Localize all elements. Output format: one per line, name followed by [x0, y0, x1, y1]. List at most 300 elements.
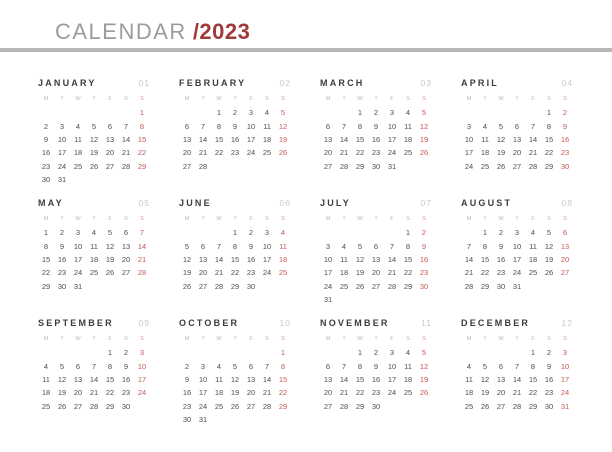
day-cell: 5 [107, 228, 113, 238]
month-name: JULY [320, 198, 351, 208]
day-cell: 17 [323, 268, 333, 278]
day-cell: 16 [246, 254, 256, 264]
day-cell: 26 [419, 388, 429, 398]
week-row [320, 293, 432, 306]
day-cell: 22 [278, 388, 288, 398]
weekday-label: S [406, 96, 410, 102]
day-cell: 27 [198, 281, 208, 291]
month-table [38, 332, 150, 413]
weekday-label: W [357, 336, 363, 342]
day-cell: 5 [421, 348, 427, 358]
weekday-label: W [75, 216, 81, 222]
empty-cell [493, 106, 509, 119]
day-cell: 14 [121, 134, 131, 144]
empty-cell [102, 280, 118, 293]
day-cell: 15 [230, 254, 240, 264]
day-cell: 12 [182, 254, 192, 264]
weekday-row [179, 332, 291, 346]
week-row [320, 266, 432, 279]
day-cell: 5 [482, 361, 488, 371]
day-cell: 20 [496, 388, 506, 398]
day-cell: 3 [75, 228, 81, 238]
day-cell: 25 [73, 161, 83, 171]
empty-cell [275, 413, 291, 426]
month-name: FEBRUARY [179, 78, 247, 88]
month-name: JANUARY [38, 78, 97, 88]
empty-cell [227, 160, 243, 173]
weekday-label: S [140, 336, 144, 342]
month-header [38, 78, 150, 88]
day-cell: 26 [89, 161, 99, 171]
empty-cell [320, 106, 336, 119]
week-row [38, 239, 150, 252]
weekday-label: T [342, 216, 346, 222]
weekday-label: F [531, 336, 535, 342]
empty-cell [525, 106, 541, 119]
month-table [320, 92, 432, 173]
day-cell: 14 [339, 134, 349, 144]
empty-cell [134, 280, 150, 293]
month-number: 11 [421, 318, 432, 328]
day-cell: 9 [373, 361, 379, 371]
week-row [461, 359, 573, 372]
day-cell: 6 [248, 361, 254, 371]
week-row [320, 253, 432, 266]
weekday-label: M [43, 216, 49, 222]
weekday-label: S [265, 336, 269, 342]
day-cell: 25 [403, 148, 413, 158]
weekday-label: F [390, 96, 394, 102]
day-cell: 13 [496, 374, 506, 384]
empty-cell [477, 346, 493, 359]
day-cell: 4 [341, 241, 347, 251]
day-cell: 12 [355, 254, 365, 264]
day-cell: 21 [121, 148, 131, 158]
day-cell: 23 [246, 268, 256, 278]
day-cell: 4 [405, 348, 411, 358]
day-cell: 1 [357, 108, 363, 118]
week-row [461, 106, 573, 119]
day-cell: 13 [105, 134, 115, 144]
day-cell: 30 [182, 415, 192, 425]
month-number: 06 [279, 198, 291, 208]
week-row [38, 373, 150, 386]
day-cell: 24 [464, 161, 474, 171]
day-cell: 24 [387, 388, 397, 398]
day-cell: 13 [198, 254, 208, 264]
day-cell: 19 [480, 388, 490, 398]
day-cell: 16 [560, 134, 570, 144]
day-cell: 20 [73, 388, 83, 398]
month-name: OCTOBER [179, 318, 240, 328]
day-cell: 19 [89, 148, 99, 158]
week-row [461, 346, 573, 359]
weekday-label: W [216, 96, 222, 102]
day-cell: 16 [544, 374, 554, 384]
day-cell: 28 [198, 161, 208, 171]
day-cell: 19 [57, 388, 67, 398]
day-cell: 19 [230, 388, 240, 398]
day-cell: 31 [73, 281, 83, 291]
day-cell: 17 [198, 388, 208, 398]
month-table [179, 332, 291, 426]
day-cell: 15 [480, 254, 490, 264]
day-cell: 12 [89, 134, 99, 144]
weekday-label: F [390, 336, 394, 342]
day-cell: 1 [405, 228, 411, 238]
day-cell: 27 [73, 401, 83, 411]
month-name: JUNE [179, 198, 212, 208]
day-cell: 24 [262, 268, 272, 278]
day-cell: 6 [325, 121, 331, 131]
month-august [461, 198, 602, 318]
empty-cell [211, 413, 227, 426]
day-cell: 31 [560, 401, 570, 411]
day-cell: 15 [105, 374, 115, 384]
month-header [320, 198, 432, 208]
empty-cell [320, 226, 336, 239]
day-cell: 4 [264, 108, 270, 118]
months-grid [0, 52, 612, 438]
day-cell: 3 [466, 121, 472, 131]
week-row [320, 386, 432, 399]
weekday-label: S [422, 96, 426, 102]
empty-cell [243, 346, 259, 359]
weekday-label: T [60, 336, 64, 342]
day-cell: 29 [278, 401, 288, 411]
day-cell: 23 [371, 148, 381, 158]
weekday-label: F [108, 96, 112, 102]
day-cell: 25 [262, 148, 272, 158]
day-cell: 8 [216, 121, 222, 131]
day-cell: 22 [355, 148, 365, 158]
day-cell: 6 [200, 241, 206, 251]
empty-cell [86, 106, 102, 119]
weekday-label: F [249, 336, 253, 342]
week-row [179, 160, 291, 173]
day-cell: 2 [421, 228, 427, 238]
day-cell: 17 [464, 148, 474, 158]
day-cell: 7 [123, 121, 129, 131]
day-cell: 20 [323, 388, 333, 398]
week-row [179, 346, 291, 359]
weekday-label: T [92, 96, 96, 102]
day-cell: 1 [530, 348, 536, 358]
day-cell: 7 [91, 361, 97, 371]
day-cell: 8 [107, 361, 113, 371]
day-cell: 31 [387, 161, 397, 171]
weekday-label: T [92, 216, 96, 222]
day-cell: 6 [498, 361, 504, 371]
month-table [461, 332, 573, 413]
day-cell: 14 [214, 254, 224, 264]
day-cell: 16 [230, 134, 240, 144]
day-cell: 5 [357, 241, 363, 251]
empty-cell [70, 346, 86, 359]
day-cell: 3 [325, 241, 331, 251]
day-cell: 28 [262, 401, 272, 411]
weekday-row [320, 332, 432, 346]
weekday-label: T [515, 216, 519, 222]
day-cell: 22 [214, 148, 224, 158]
day-cell: 22 [230, 268, 240, 278]
day-cell: 29 [355, 161, 365, 171]
week-row [38, 106, 150, 119]
week-row [320, 106, 432, 119]
day-cell: 21 [89, 388, 99, 398]
weekday-label: M [184, 216, 190, 222]
weekday-label: S [547, 216, 551, 222]
day-cell: 15 [278, 374, 288, 384]
day-cell: 1 [139, 108, 145, 118]
day-cell: 19 [496, 148, 506, 158]
empty-cell [259, 346, 275, 359]
day-cell: 13 [371, 254, 381, 264]
empty-cell [352, 293, 368, 306]
month-number: 10 [279, 318, 291, 328]
empty-cell [243, 160, 259, 173]
month-name: MAY [38, 198, 64, 208]
day-cell: 9 [123, 361, 129, 371]
day-cell: 10 [246, 121, 256, 131]
day-cell: 6 [373, 241, 379, 251]
calendar-title-text: CALENDAR [55, 19, 187, 44]
day-cell: 22 [528, 388, 538, 398]
weekday-label: F [531, 216, 535, 222]
day-cell: 14 [89, 374, 99, 384]
day-cell: 6 [107, 121, 113, 131]
empty-cell [336, 226, 352, 239]
month-name: DECEMBER [461, 318, 531, 328]
week-row [38, 266, 150, 279]
weekday-label: T [342, 336, 346, 342]
weekday-label: S [281, 96, 285, 102]
empty-cell [477, 106, 493, 119]
week-row [179, 146, 291, 159]
day-cell: 20 [198, 268, 208, 278]
month-number: 01 [138, 78, 150, 88]
weekday-label: M [466, 96, 472, 102]
day-cell: 7 [530, 121, 536, 131]
day-cell: 19 [182, 268, 192, 278]
week-row [461, 133, 573, 146]
day-cell: 19 [544, 254, 554, 264]
day-cell: 17 [512, 254, 522, 264]
empty-cell [259, 160, 275, 173]
month-header [179, 78, 291, 88]
empty-cell [320, 346, 336, 359]
day-cell: 4 [75, 121, 81, 131]
day-cell: 2 [373, 108, 379, 118]
day-cell: 13 [560, 241, 570, 251]
day-cell: 9 [59, 241, 65, 251]
month-number: 08 [561, 198, 573, 208]
weekday-label: M [184, 336, 190, 342]
weekday-label: T [92, 336, 96, 342]
week-row [38, 226, 150, 239]
day-cell: 24 [198, 401, 208, 411]
empty-cell [211, 226, 227, 239]
weekday-label: M [184, 96, 190, 102]
day-cell: 10 [387, 361, 397, 371]
day-cell: 8 [530, 361, 536, 371]
empty-cell [336, 346, 352, 359]
day-cell: 9 [562, 121, 568, 131]
weekday-label: S [281, 216, 285, 222]
weekday-label: W [216, 336, 222, 342]
day-cell: 24 [73, 268, 83, 278]
day-cell: 13 [73, 374, 83, 384]
week-row [320, 146, 432, 159]
day-cell: 21 [339, 388, 349, 398]
month-number: 04 [561, 78, 573, 88]
weekday-label: T [233, 216, 237, 222]
weekday-label: T [374, 216, 378, 222]
day-cell: 27 [323, 161, 333, 171]
day-cell: 10 [262, 241, 272, 251]
month-header [320, 318, 432, 328]
day-cell: 19 [105, 254, 115, 264]
day-cell: 5 [421, 108, 427, 118]
month-july [320, 198, 461, 318]
weekday-row [179, 212, 291, 226]
day-cell: 9 [248, 241, 254, 251]
day-cell: 30 [544, 401, 554, 411]
day-cell: 4 [91, 228, 97, 238]
day-cell: 4 [280, 228, 286, 238]
week-row [320, 226, 432, 239]
month-header [461, 318, 573, 328]
day-cell: 24 [387, 148, 397, 158]
day-cell: 19 [278, 134, 288, 144]
empty-cell [416, 400, 432, 413]
day-cell: 1 [232, 228, 238, 238]
day-cell: 1 [43, 228, 49, 238]
day-cell: 28 [512, 401, 522, 411]
month-number: 07 [420, 198, 432, 208]
empty-cell [118, 173, 134, 186]
week-row [179, 359, 291, 372]
day-cell: 29 [230, 281, 240, 291]
day-cell: 3 [59, 121, 65, 131]
day-cell: 30 [496, 281, 506, 291]
week-row [38, 346, 150, 359]
day-cell: 16 [57, 254, 67, 264]
month-header [461, 198, 573, 208]
day-cell: 27 [560, 268, 570, 278]
day-cell: 7 [341, 121, 347, 131]
empty-cell [195, 106, 211, 119]
weekday-label: M [43, 96, 49, 102]
day-cell: 9 [184, 374, 190, 384]
week-row [320, 359, 432, 372]
weekday-label: T [60, 96, 64, 102]
day-cell: 18 [41, 388, 51, 398]
day-cell: 11 [529, 241, 537, 251]
week-row [320, 400, 432, 413]
day-cell: 19 [419, 134, 429, 144]
day-cell: 11 [90, 241, 98, 251]
day-cell: 12 [419, 121, 429, 131]
weekday-row [461, 92, 573, 106]
month-november [320, 318, 461, 438]
day-cell: 8 [139, 121, 145, 131]
day-cell: 3 [264, 228, 270, 238]
day-cell: 2 [123, 348, 129, 358]
day-cell: 3 [514, 228, 520, 238]
weekday-label: S [547, 336, 551, 342]
day-cell: 10 [323, 254, 333, 264]
weekday-label: S [124, 96, 128, 102]
day-cell: 2 [546, 348, 552, 358]
day-cell: 21 [512, 388, 522, 398]
day-cell: 4 [216, 361, 222, 371]
day-cell: 27 [496, 401, 506, 411]
day-cell: 21 [214, 268, 224, 278]
week-row [179, 266, 291, 279]
week-row [179, 373, 291, 386]
weekday-label: M [325, 336, 331, 342]
day-cell: 17 [387, 134, 397, 144]
day-cell: 18 [89, 254, 99, 264]
day-cell: 27 [371, 281, 381, 291]
day-cell: 26 [57, 401, 67, 411]
week-row [320, 239, 432, 252]
week-row [179, 413, 291, 426]
day-cell: 20 [121, 254, 131, 264]
day-cell: 21 [262, 388, 272, 398]
empty-cell [118, 106, 134, 119]
week-row [461, 280, 573, 293]
day-cell: 26 [355, 281, 365, 291]
day-cell: 8 [357, 121, 363, 131]
day-cell: 16 [371, 374, 381, 384]
month-december [461, 318, 602, 438]
month-march [320, 78, 461, 198]
day-cell: 14 [137, 241, 147, 251]
day-cell: 7 [264, 361, 270, 371]
day-cell: 17 [137, 374, 147, 384]
empty-cell [195, 346, 211, 359]
day-cell: 23 [544, 388, 554, 398]
day-cell: 4 [482, 121, 488, 131]
month-header [320, 78, 432, 88]
day-cell: 25 [214, 401, 224, 411]
week-row [461, 239, 573, 252]
empty-cell [400, 160, 416, 173]
weekday-label: W [498, 96, 504, 102]
day-cell: 29 [41, 281, 51, 291]
day-cell: 29 [528, 401, 538, 411]
day-cell: 26 [480, 401, 490, 411]
day-cell: 30 [371, 401, 381, 411]
day-cell: 15 [41, 254, 51, 264]
day-cell: 18 [278, 254, 288, 264]
day-cell: 14 [262, 374, 272, 384]
weekday-label: T [201, 336, 205, 342]
day-cell: 12 [105, 241, 115, 251]
day-cell: 10 [464, 134, 474, 144]
day-cell: 17 [57, 148, 67, 158]
weekday-label: T [342, 96, 346, 102]
week-row [461, 400, 573, 413]
week-row [38, 160, 150, 173]
empty-cell [118, 280, 134, 293]
month-header [38, 318, 150, 328]
day-cell: 2 [373, 348, 379, 358]
day-cell: 2 [248, 228, 254, 238]
day-cell: 26 [230, 401, 240, 411]
